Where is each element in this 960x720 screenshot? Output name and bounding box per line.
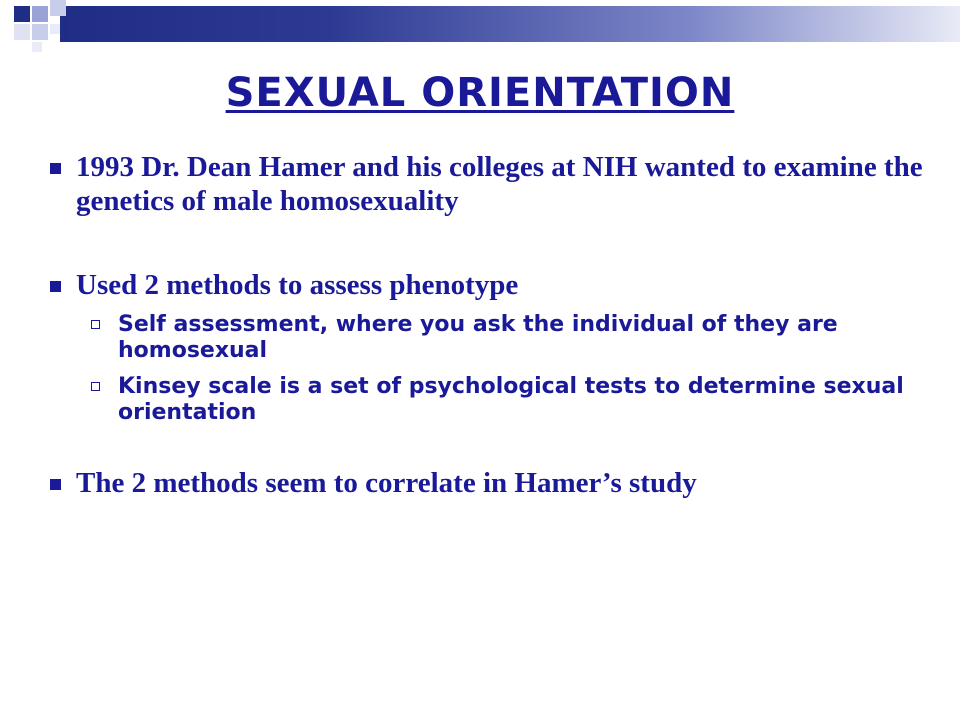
slide-body [48, 150, 928, 500]
header-bar [60, 6, 960, 42]
sub-bullet-text: Self assessment, where you ask the individual of they are homosexual [118, 312, 838, 363]
decorative-square [14, 24, 30, 40]
decorative-square [50, 0, 66, 16]
square-bullet-icon [50, 281, 61, 292]
bullet-item [48, 150, 928, 218]
hollow-square-bullet-icon [91, 382, 100, 391]
sub-bullet-text: Kinsey scale is a set of psychological tests to determine sexual orientation [118, 374, 904, 425]
decorative-square [32, 42, 42, 52]
square-bullet-icon [50, 479, 61, 490]
bullet-item [48, 466, 928, 500]
square-bullet-icon [50, 163, 61, 174]
bullet-text: 1993 Dr. Dean Hamer and his colleges at NIH wanted to examine the genetics of male homosexuality [76, 151, 923, 217]
hollow-square-bullet-icon [91, 320, 100, 329]
decorative-square [32, 6, 48, 22]
bullet-text: The 2 methods seem to correlate in Hamer’s study [76, 467, 697, 499]
decorative-square [32, 24, 48, 40]
bullet-text: Used 2 methods to assess phenotype [76, 269, 519, 301]
bullet-item [48, 268, 928, 302]
slide-title: SEXUAL ORIENTATION [225, 70, 735, 116]
decorative-square [14, 6, 30, 22]
decorative-square [50, 24, 60, 34]
sub-bullet-item [91, 312, 928, 364]
sub-bullet-item [91, 374, 928, 426]
